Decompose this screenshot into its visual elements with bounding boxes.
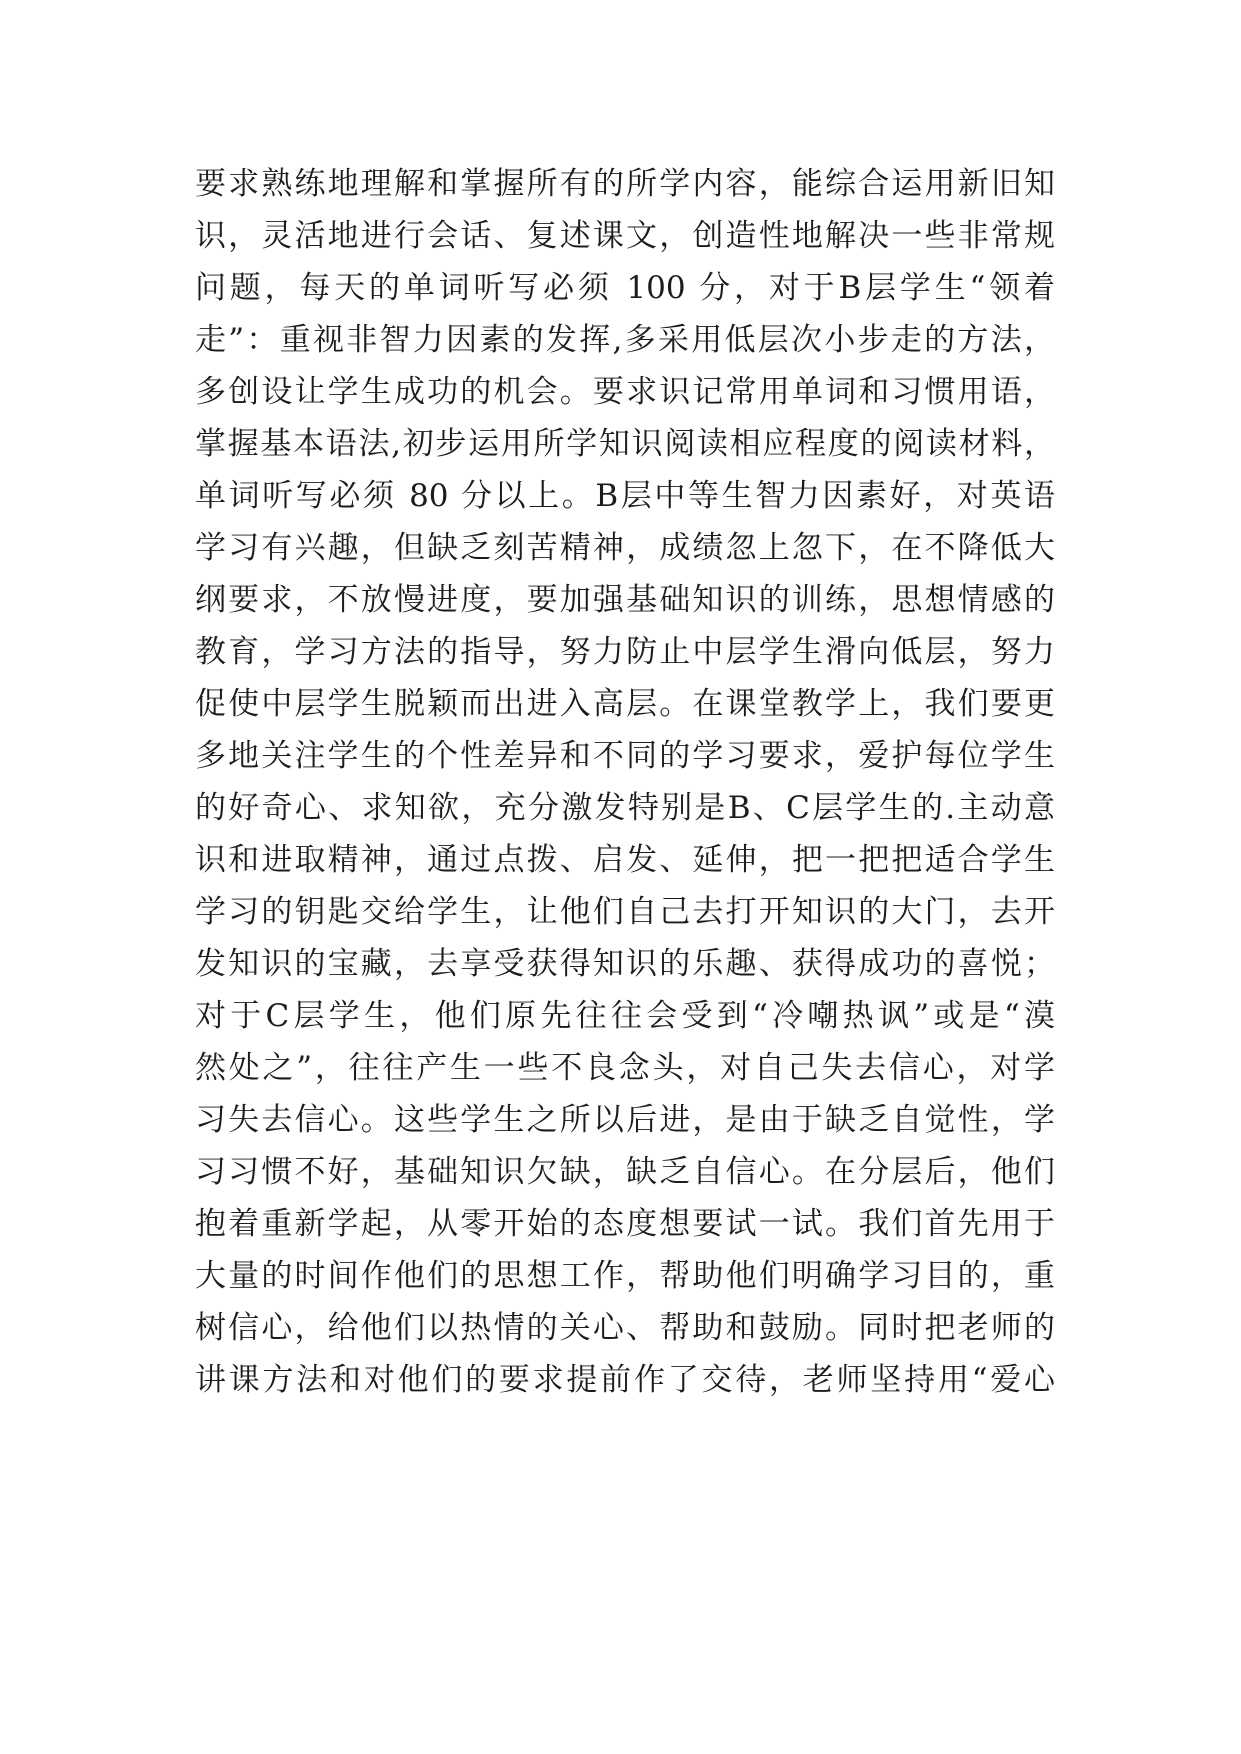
text-line: 习失去信心。这些学生之所以后进，是由于缺乏自觉性，学 (195, 1102, 1055, 1138)
text-line: 走”：重视非智力因素的发挥,多采用低层次小步走的方法， (195, 322, 1055, 358)
text-line: 掌握基本语法,初步运用所学知识阅读相应程度的阅读材料， (195, 426, 1055, 462)
text-line: 问题，每天的单词听写必须 100 分，对于B层学生“领着 (195, 270, 1055, 306)
text-line: 讲课方法和对他们的要求提前作了交待，老师坚持用“爱心 (195, 1362, 1055, 1398)
text-line: 要求熟练地理解和掌握所有的所学内容，能综合运用新旧知 (195, 166, 1055, 202)
text-line: 学习的钥匙交给学生，让他们自己去打开知识的大门，去开 (195, 894, 1055, 930)
text-line: 大量的时间作他们的思想工作，帮助他们明确学习目的，重 (195, 1258, 1055, 1294)
text-line: 对于C层学生，他们原先往往会受到“冷嘲热讽”或是“漠 (195, 998, 1055, 1034)
text-line: 习习惯不好，基础知识欠缺，缺乏自信心。在分层后，他们 (195, 1154, 1055, 1190)
text-line: 学习有兴趣，但缺乏刻苦精神，成绩忽上忽下，在不降低大 (195, 530, 1055, 566)
text-line: 的好奇心、求知欲，充分激发特别是B、C层学生的.主动意 (195, 790, 1055, 826)
text-line: 多地关注学生的个性差异和不同的学习要求，爱护每位学生 (195, 738, 1055, 774)
text-line: 抱着重新学起，从零开始的态度想要试一试。我们首先用于 (195, 1206, 1055, 1242)
text-line: 纲要求，不放慢进度，要加强基础知识的训练，思想情感的 (195, 582, 1055, 618)
text-line: 发知识的宝藏，去享受获得知识的乐趣、获得成功的喜悦； (195, 946, 1055, 982)
text-line: 识，灵活地进行会话、复述课文，创造性地解决一些非常规 (195, 218, 1055, 254)
text-line: 多创设让学生成功的机会。要求识记常用单词和习惯用语， (195, 374, 1055, 410)
text-line: 然处之”，往往产生一些不良念头，对自己失去信心，对学 (195, 1050, 1055, 1086)
text-line: 教育，学习方法的指导，努力防止中层学生滑向低层，努力 (195, 634, 1055, 670)
body-text (195, 158, 1055, 1406)
text-line: 促使中层学生脱颖而出进入高层。在课堂教学上，我们要更 (195, 686, 1055, 722)
text-line: 识和进取精神，通过点拨、启发、延伸，把一把把适合学生 (195, 842, 1055, 878)
text-line: 树信心，给他们以热情的关心、帮助和鼓励。同时把老师的 (195, 1310, 1055, 1346)
text-line: 单词听写必须 80 分以上。B层中等生智力因素好，对英语 (195, 478, 1055, 514)
